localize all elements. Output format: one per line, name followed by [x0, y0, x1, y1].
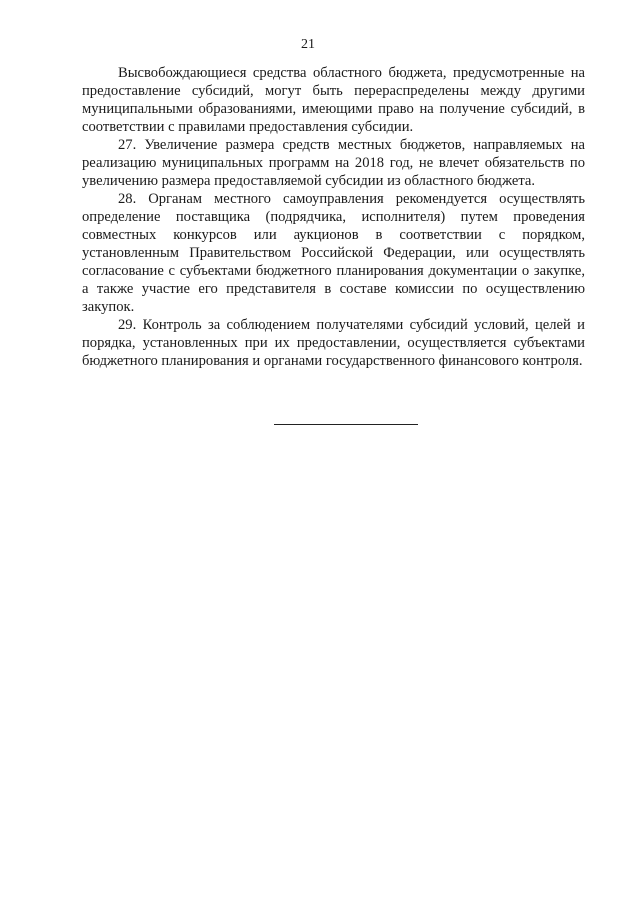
- page-number: 21: [301, 37, 315, 52]
- paragraph-29: 29. Контроль за соблюдением получателями субсидий условий, целей и порядка, установленных при их предоставлении, осуществляется субъектами бюджетного планирования и органами государственного финансового контроля.: [82, 317, 585, 369]
- document-body: [82, 64, 585, 370]
- paragraph-funds-redistribution: Высвобождающиеся средства областного бюджета, предусмотренные на предоставление субсидий, могут быть перераспределены между другими муниципальными образованиями, имеющими право на получение субсидий, в соответствии с правилами предоставления субсидии.: [82, 65, 585, 135]
- paragraph-28: 28. Органам местного самоуправления рекомендуется осуществлять определение поставщика (подрядчика, исполнителя) путем проведения совместных конкурсов или аукционов в соответствии с порядком, установленным Правительством Российской Федерации, или осуществлять согласование с субъектами бюджетного планирования документации о закупке, а также участие его представителя в составе комиссии по осуществлению закупок.: [82, 191, 585, 315]
- paragraph-27: 27. Увеличение размера средств местных бюджетов, направляемых на реализацию муниципальных программ на 2018 год, не влечет обязательств по увеличению размера предоставляемой субсидии из областного бюджета.: [82, 137, 585, 189]
- closing-rule: [274, 424, 418, 425]
